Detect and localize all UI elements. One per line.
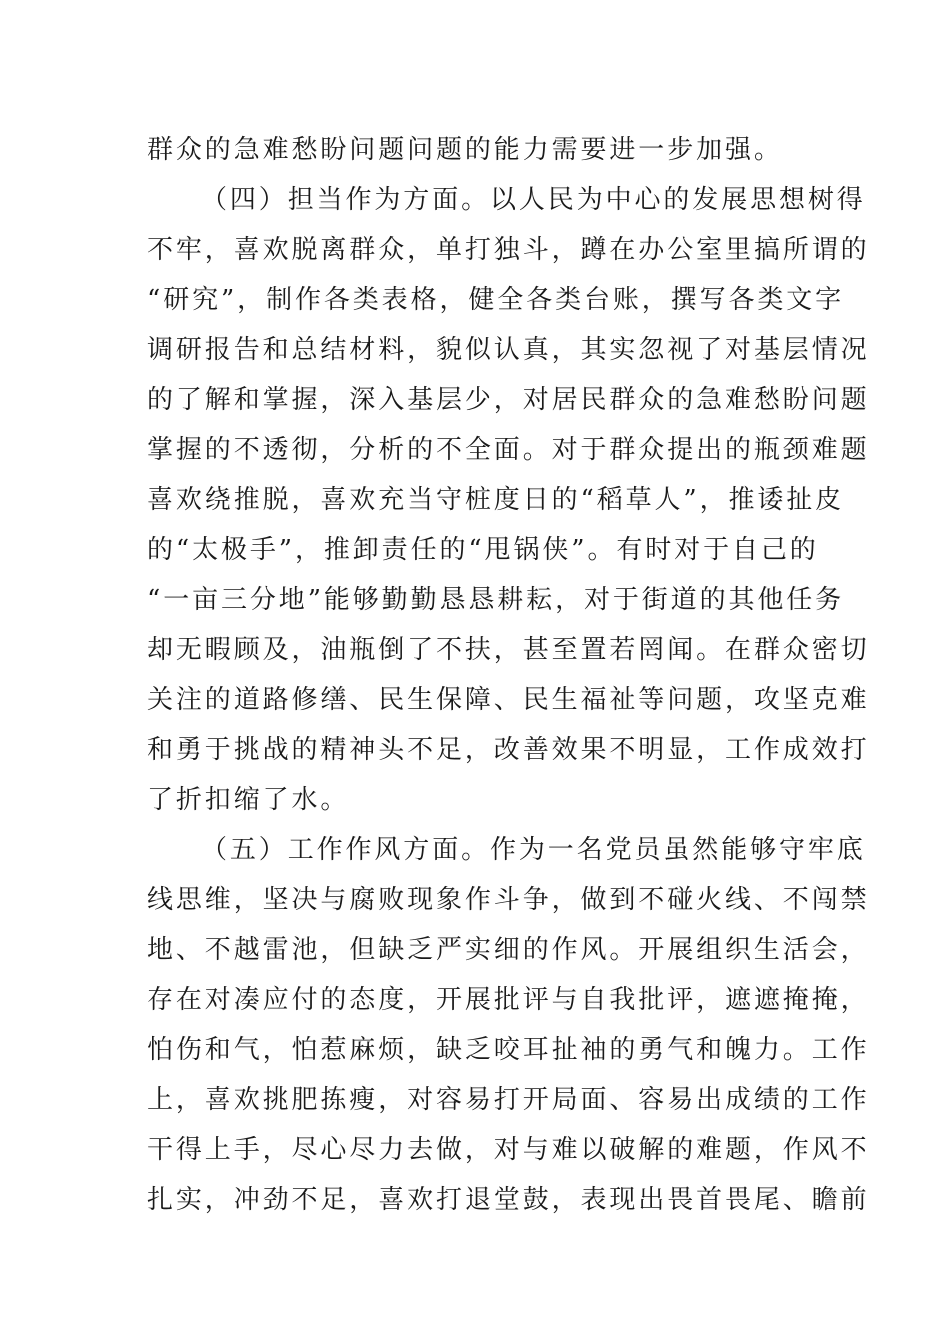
text-line: 调研报告和总结材料，貌似认真，其实忽视了对基层情况 xyxy=(147,335,870,365)
section-heading-5: （五）工作作风方面。作为一名党员虽然能够守牢底 xyxy=(201,835,866,865)
text-line: 线思维，坚决与腐败现象作斗争，做到不碰火线、不闯禁 xyxy=(147,885,870,915)
text-line: 的了解和掌握，深入基层少，对居民群众的急难愁盼问题 xyxy=(147,385,870,415)
text-line: 关注的道路修缮、民生保障、民生福祉等问题，攻坚克难 xyxy=(147,685,870,715)
text-line: 不牢，喜欢脱离群众，单打独斗，蹲在办公室里搞所谓的 xyxy=(147,235,870,265)
text-line: 喜欢绕推脱，喜欢充当守桩度日的“稻草人”，推诿扯皮 xyxy=(147,485,845,515)
text-line: 却无暇顾及，油瓶倒了不扶，甚至置若罔闻。在群众密切 xyxy=(147,635,870,665)
text-line: “一亩三分地”能够勤勤恳恳耕耘，对于街道的其他任务 xyxy=(147,585,845,615)
text-line: 干得上手，尽心尽力去做，对与难以破解的难题，作风不 xyxy=(147,1135,870,1165)
text-line: 地、不越雷池，但缺乏严实细的作风。开展组织生活会， xyxy=(147,935,870,965)
text-line: “研究”，制作各类表格，健全各类台账，撰写各类文字 xyxy=(147,285,845,315)
text-line: 存在对凑应付的态度，开展批评与自我批评，遮遮掩掩， xyxy=(147,985,870,1015)
text-line: 的“太极手”，推卸责任的“甩锅侠”。有时对于自己的 xyxy=(147,535,819,565)
text-line: 扎实，冲劲不足，喜欢打退堂鼓，表现出畏首畏尾、瞻前 xyxy=(147,1185,870,1215)
section-heading-4: （四）担当作为方面。以人民为中心的发展思想树得 xyxy=(201,185,866,215)
text-line: 了折扣缩了水。 xyxy=(147,785,350,815)
text-line: 掌握的不透彻，分析的不全面。对于群众提出的瓶颈难题 xyxy=(147,435,870,465)
text-line: 和勇于挑战的精神头不足，改善效果不明显，工作成效打 xyxy=(147,735,870,765)
text-line: 上，喜欢挑肥拣瘦，对容易打开局面、容易出成绩的工作 xyxy=(147,1085,870,1115)
text-line: 群众的急难愁盼问题问题的能力需要进一步加强。 xyxy=(147,135,783,165)
text-line: 怕伤和气，怕惹麻烦，缺乏咬耳扯袖的勇气和魄力。工作 xyxy=(147,1035,870,1065)
